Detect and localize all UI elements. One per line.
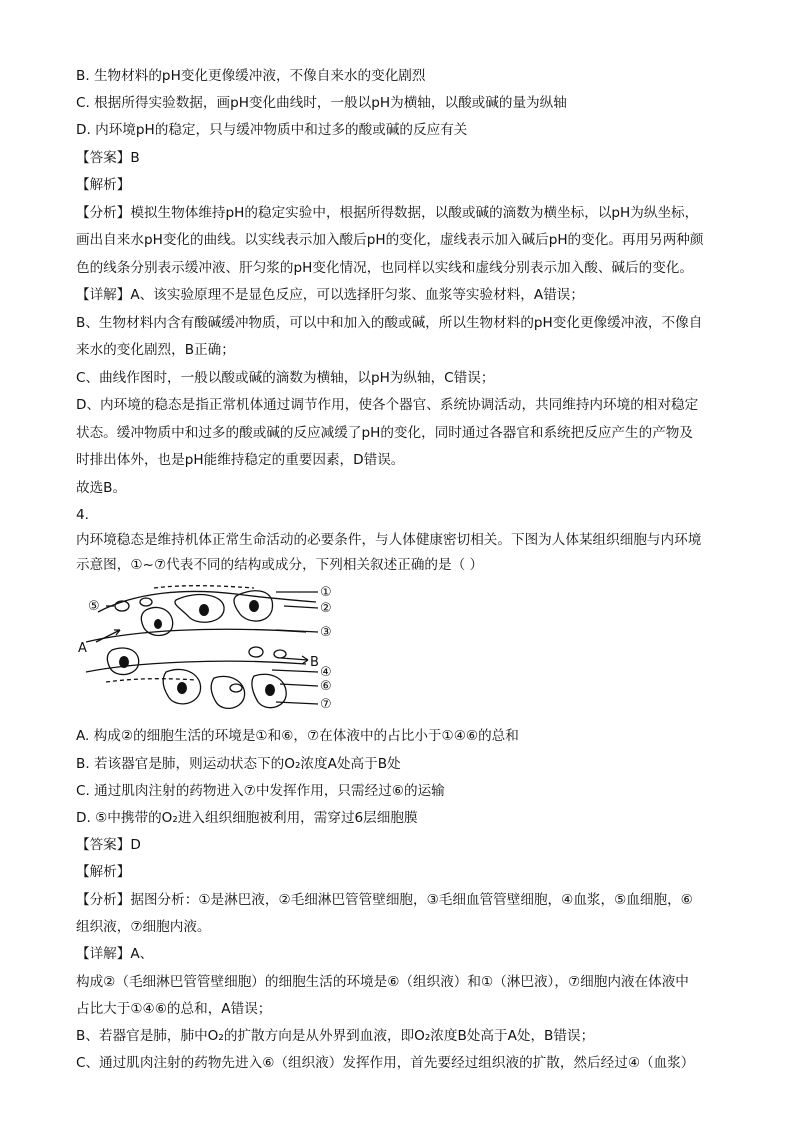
arrow-b	[281, 658, 308, 660]
detail-line: 【详解】A、该实验原理不是显色反应，可以选择肝匀浆、血浆等实验材料，A错误；	[76, 287, 584, 303]
detail-line: B、若器官是肺，肺中O₂的扩散方向是从外界到血液，即O₂浓度B处高于A处，B错误；	[76, 1028, 595, 1044]
option-c: C. 通过肌肉注射的药物进入⑦中发挥作用，只需经过⑥的运输	[76, 783, 445, 799]
question-stem: 示意图，①~⑦代表不同的结构或成分，下列相关叙述正确的是（ ）	[76, 557, 484, 573]
answer-prev: 【答案】B	[76, 150, 140, 166]
nucleus	[265, 684, 275, 696]
detail-line: D、内环境的稳态是指正常机体通过调节作用，使各个器官、系统协调活动，共同维持内环境的相对稳定	[76, 397, 699, 413]
label-b: B	[310, 655, 319, 670]
leader-6	[280, 684, 318, 686]
analysis-line: 【分析】模拟生物体维持pH的稳定实验中，根据所得数据，以酸或碱的滴数为横坐标，以pH为纵坐标，	[76, 205, 699, 221]
nucleus	[199, 604, 209, 616]
option-b-prev: B. 生物材料的pH变化更像缓冲液，不像自来水的变化剧烈	[76, 68, 426, 84]
label-1: ①	[320, 585, 332, 600]
option-d-prev: D. 内环境pH的稳定，只与缓冲物质中和过多的酸或碱的反应有关	[76, 122, 468, 138]
leader-2	[284, 606, 318, 608]
question-number: 4.	[76, 507, 89, 523]
conclusion-line: 故选B。	[76, 480, 127, 496]
label-a: A	[78, 641, 87, 656]
detail-line: C、曲线作图时，一般以酸或碱的滴数为横轴，以pH为纵轴，C错误；	[76, 370, 495, 386]
option-d: D. ⑤中携带的O₂进入组织细胞被利用，需穿过6层细胞膜	[76, 810, 418, 826]
nucleus	[154, 619, 162, 629]
analysis-heading: 【解析】	[76, 864, 131, 880]
detail-line: C、通过肌肉注射的药物先进入⑥（组织液）发挥作用，首先要经过组织液的扩散，然后经过④（血浆）	[76, 1055, 695, 1071]
question-stem: 内环境稳态是维持机体正常生命活动的必要条件，与人体健康密切相关。下图为人体某组织细胞与内环境	[76, 532, 702, 548]
tissue-cell-diagram	[76, 580, 346, 720]
detail-line: 构成②（毛细淋巴管管壁细胞）的细胞生活的环境是⑥（组织液）和①（淋巴液），⑦细胞内液在体液中	[76, 974, 689, 990]
blood-cell	[140, 598, 152, 606]
label-6: ⑥	[320, 679, 332, 694]
tissue-cell	[211, 676, 244, 708]
label-7: ⑦	[320, 697, 332, 712]
analysis-line: 组织液，⑦细胞内液。	[76, 919, 211, 935]
label-5: ⑤	[88, 599, 100, 614]
detail-line: 状态。缓冲物质中和过多的酸或碱的反应减缓了pH的变化，同时通过各器官和系统把反应产生的产物及	[76, 425, 693, 441]
blood-cell	[115, 601, 129, 611]
analysis-heading: 【解析】	[76, 177, 131, 193]
analysis-line: 【分析】据图分析：①是淋巴液，②毛细淋巴管管壁细胞，③毛细血管管壁细胞，④血浆，⑤血细胞，⑥	[76, 892, 693, 908]
answer: 【答案】D	[76, 837, 141, 853]
option-b: B. 若该器官是肺，则运动状态下的O₂浓度A处高于B处	[76, 756, 401, 772]
option-a: A. 构成②的细胞生活的环境是①和⑥，⑦在体液中的占比小于①④⑥的总和	[76, 728, 519, 744]
blood-cell	[230, 684, 242, 692]
dashed-boundary	[154, 586, 254, 588]
dashed-boundary	[106, 679, 196, 682]
blood-cell	[274, 650, 286, 658]
analysis-line: 色的线条分别表示缓冲液、肝匀浆的pH变化情况，也同样以实线和虚线分别表示加入酸、碱后的变化。	[76, 260, 693, 276]
analysis-line: 画出自来水pH变化的曲线。以实线表示加入酸后pH的变化，虚线表示加入碱后pH的变化。再用另两种颜	[76, 232, 704, 248]
nucleus	[119, 656, 129, 668]
nucleus	[177, 682, 187, 694]
label-3: ③	[320, 625, 332, 640]
detail-line: 时排出体外，也是pH能维持稳定的重要因素，D错误。	[76, 452, 405, 468]
nucleus	[249, 600, 259, 612]
detail-line: 占比大于①④⑥的总和，A错误；	[76, 1001, 272, 1017]
option-c-prev: C. 根据所得实验数据，画pH变化曲线时，一般以pH为横轴，以酸或碱的量为纵轴	[76, 95, 567, 111]
label-2: ②	[320, 601, 332, 616]
detail-line: B、生物材料内含有酸碱缓冲物质，可以中和加入的酸或碱，所以生物材料的pH变化更像缓冲液，不像自	[76, 315, 703, 331]
detail-line: 来水的变化剧烈，B正确；	[76, 342, 235, 358]
leader-4	[272, 670, 318, 672]
detail-heading: 【详解】A、	[76, 946, 154, 962]
blood-cell	[249, 647, 263, 657]
label-4: ④	[320, 665, 332, 680]
